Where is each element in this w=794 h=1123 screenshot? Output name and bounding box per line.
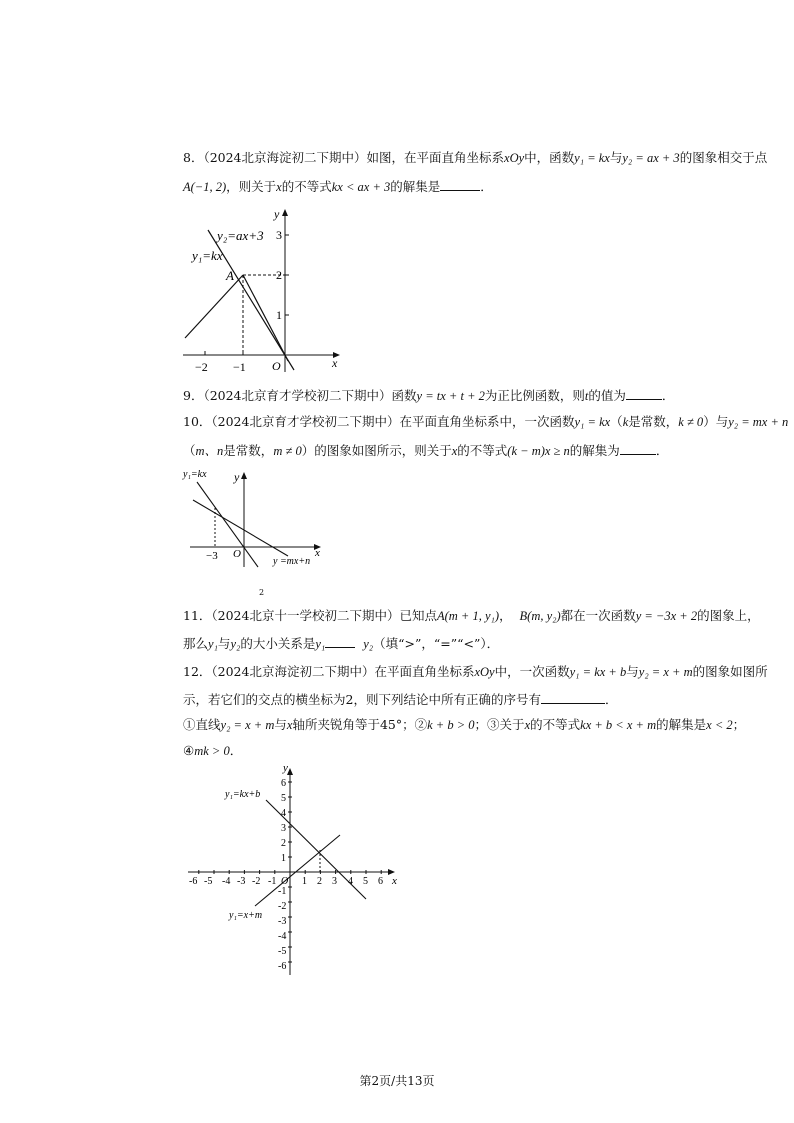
q12-graph: [180, 758, 405, 983]
q8-graph: [180, 205, 350, 375]
q12-xtick-3: 3: [332, 876, 337, 887]
q11-line-2: 那么y₁与y₂的大小关系是y₁ y₂（填“>”，“=”“<”）．: [183, 636, 500, 651]
q10-label-y1: y₁=kx: [183, 469, 207, 480]
q12-options-line-1: ①直线y₂ = x + m与x轴所夹锐角等于45°；②k + b > 0；③关于x的不等式kx + b < x + m的解集是x < 2；: [183, 717, 746, 732]
q12-answer-blank[interactable]: [541, 691, 605, 704]
q12-ytick-6: 6: [281, 778, 286, 789]
q10-line-1: 10．（2024北京育才学校初二下期中）在平面直角坐标系中，一次函数y₁ = kx（k是常数，k ≠ 0）与y₂ = mx + n: [183, 414, 789, 429]
q12-ytick-neg5: -5: [278, 946, 287, 957]
q10-y-axis-label: y: [234, 470, 240, 484]
q12-label-y1: y₁=kx+b: [225, 789, 261, 800]
q8-ytick-1: 1: [276, 308, 282, 322]
q12-ytick-neg6: -6: [278, 961, 287, 972]
q8-label-A: A: [226, 268, 234, 283]
q12-label-y2: y₁=x+m: [229, 910, 263, 921]
q8-xtick-neg2: −2: [195, 360, 208, 374]
q8-answer-blank[interactable]: [440, 178, 480, 191]
q12-ytick-2: 2: [281, 838, 286, 849]
q8-xtick-neg1: −1: [233, 360, 246, 374]
q12-xtick-neg4: -4: [222, 876, 231, 887]
q10-page-marker: 2: [259, 588, 265, 597]
q8-ytick-3: 3: [276, 228, 282, 242]
q9-line: 9．（2024北京育才学校初二下期中）函数y = tx + t + 2为正比例函数，则t的值为 ．: [183, 388, 675, 403]
q8-x-axis-label: x: [332, 356, 338, 370]
q8-label-y2: y₂=ax+3: [217, 228, 264, 243]
q12-ytick-neg2: -2: [278, 901, 287, 912]
q10-line-2: （m、n是常数，m ≠ 0）的图象如图所示，则关于x的不等式(k − m)x ≥ n的解集为 ．: [183, 443, 669, 458]
q10-graph: [180, 465, 340, 575]
q12-ytick-4: 4: [281, 808, 286, 819]
page-footer: 第2页/共13页: [359, 1074, 435, 1088]
q12-options-line-2: ④mk > 0．: [183, 743, 243, 758]
q12-xtick-5: 5: [363, 876, 368, 887]
q12-origin: O: [281, 876, 289, 887]
q12-ytick-neg1: -1: [278, 886, 287, 897]
q12-xtick-neg5: -5: [204, 876, 213, 887]
q12-ytick-neg4: -4: [278, 931, 287, 942]
q12-xtick-4: 4: [348, 876, 353, 887]
q12-ytick-neg3: -3: [278, 916, 287, 927]
q9-answer-blank[interactable]: [626, 387, 662, 400]
q10-answer-blank[interactable]: [620, 442, 656, 455]
q12-xtick-1: 1: [302, 876, 307, 887]
q10-x-axis-label: x: [315, 547, 320, 559]
q12-ytick-1: 1: [281, 853, 286, 864]
q12-x-axis-label: x: [392, 875, 397, 887]
q12-line-2: 示，若它们的交点的横坐标为2，则下列结论中所有正确的序号有 ．: [183, 692, 618, 707]
q10-label-y2: y =mx+n: [273, 556, 311, 567]
q12-ytick-5: 5: [281, 793, 286, 804]
q8-label-y1: y₁=kx: [192, 248, 223, 263]
q12-xtick-neg6: -6: [189, 876, 198, 887]
q8-line-1: 8．（2024北京海淀初二下期中）如图，在平面直角坐标系xOy中，函数y₁ = kx与y₂ = ax + 3的图象相交于点: [183, 150, 768, 165]
q12-xtick-neg2: -2: [252, 876, 261, 887]
q10-xtick-neg3: −3: [206, 550, 218, 562]
q8-y-axis-label: y: [274, 207, 280, 221]
q12-xtick-neg1: -1: [268, 876, 277, 887]
q8-origin: O: [272, 359, 281, 373]
q12-xtick-6: 6: [378, 876, 383, 887]
q11-line-1: 11．（2024北京十一学校初二下期中）已知点A(m + 1, y₁)， B(m, y₂)都在一次函数y = −3x + 2的图象上，: [183, 608, 760, 623]
q11-answer-blank[interactable]: [325, 635, 355, 648]
q8-ytick-2: 2: [276, 268, 282, 282]
q12-ytick-3: 3: [281, 823, 286, 834]
q12-xtick-neg3: -3: [237, 876, 246, 887]
q8-line-2: A(−1, 2)，则关于x的不等式kx < ax + 3的解集是 ．: [183, 179, 493, 194]
q12-line-1: 12．（2024北京海淀初二下期中）在平面直角坐标系xOy中，一次函数y₁ = kx + b与y₂ = x + m的图象如图所: [183, 664, 768, 679]
q12-y-axis-label: y: [283, 762, 288, 774]
q10-origin: O: [233, 548, 241, 560]
q12-xtick-2: 2: [317, 876, 322, 887]
